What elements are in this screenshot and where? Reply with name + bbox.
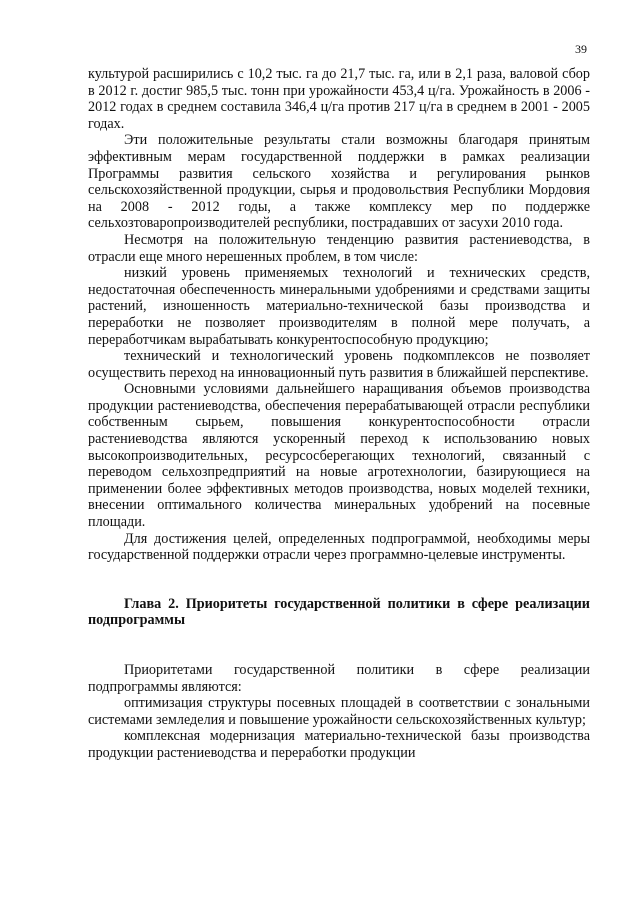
- page-body: [88, 66, 590, 762]
- paragraph: низкий уровень применяемых технологий и технических средств, недостаточная обеспеченность минеральными удобрениями и средствами защиты растений, изношенность материально-технической базы производства и переработки не позволяет производителям в полной мере получать, а переработчикам вырабатывать конкурентоспособную продукцию;: [88, 265, 590, 348]
- paragraph: оптимизация структуры посевных площадей в соответствии с зональными системами земледелия и повышение урожайности сельскохозяйственных культур;: [88, 695, 590, 728]
- page-number: 39: [575, 42, 587, 56]
- paragraph: Основными условиями дальнейшего наращивания объемов производства продукции растениеводства, обеспечения перерабатывающей отрасли республики собственным сырьем, повышения конкурентоспособности отрасли растениеводства являются ускоренный переход к использованию новых высокопроизводительных, ресурсосберегающих технологий, связанный с переводом сельхозпредприятий на новые агротехнологии, базирующиеся на применении более эффективных методов производства, новых моделей техники, внесении оптимального количества минеральных удобрений на посевные площади.: [88, 381, 590, 531]
- chapter-heading: Глава 2. Приоритеты государственной политики в сфере реализации подпрограммы: [88, 595, 590, 629]
- paragraph: комплексная модернизация материально-технической базы производства продукции растениеводства и переработки продукции: [88, 728, 590, 761]
- paragraph: Эти положительные результаты стали возможны благодаря принятым эффективным мерам государственной поддержки в рамках реализации Программы развития сельского хозяйства и регулирования рынков сельскохозяйственной продукции, сырья и продовольствия Республики Мордовия на 2008 - 2012 годы, а также комплексу мер по поддержке сельхозтоваропроизводителей республики, пострадавших от засухи 2010 года.: [88, 132, 590, 232]
- paragraph: Для достижения целей, определенных подпрограммой, необходимы меры государственной поддержки отрасли через программно-целевые инструменты.: [88, 530, 590, 564]
- paragraph: культурой расширились с 10,2 тыс. га до 21,7 тыс. га, или в 2,1 раза, валовой сбор в 2012 г. достиг 985,5 тыс. тонн при урожайности 453,4 ц/га. Урожайность в 2006 - 2012 годах в среднем составила 346,4 ц/га против 217 ц/га в среднем в 2001 - 2005 годах.: [88, 66, 590, 132]
- paragraph: Несмотря на положительную тенденцию развития растениеводства, в отрасли еще много нерешенных проблем, в том числе:: [88, 231, 590, 265]
- paragraph: Приоритетами государственной политики в сфере реализации подпрограммы являются:: [88, 662, 590, 695]
- paragraph: технический и технологический уровень подкомплексов не позволяет осуществить переход на инновационный путь развития в ближайшей перспективе.: [88, 348, 590, 381]
